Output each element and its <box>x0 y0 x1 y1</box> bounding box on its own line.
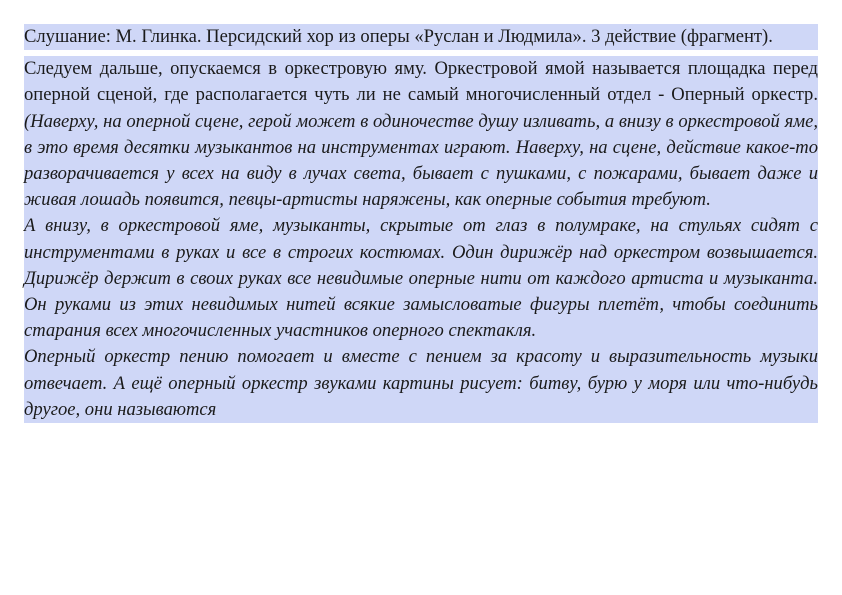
paragraph-orchestra-role <box>24 344 818 423</box>
listening-title: Слушание: М. Глинка. Персидский хор из оперы «Руслан и Людмила». 3 действие (фрагмент). <box>24 24 818 50</box>
paragraph-orchestra-role-text: Оперный оркестр пению помогает и вместе с пением за красоту и выразительность музыки отвечает. А ещё оперный оркестр звуками картины рисует: битву, бурю у моря или что-нибудь другое, они называются <box>24 346 818 420</box>
slide-text-block <box>24 24 818 423</box>
paragraph-orchestra-pit-italic: (Наверху, на оперной сцене, герой может в одиночестве душу изливать, а внизу в оркестровой яме, в это время десятки музыкантов на инструментах играют. Наверху, на сцене, действие какое-то разворачивается у всех на виду в лучах света, бывает с пушками, с пожарами, бывает даже и живая лошадь появится, певцы-артисты наряжены, как оперные события требуют. <box>24 110 818 211</box>
paragraph-orchestra-pit <box>24 56 818 213</box>
paragraph-conductor <box>24 213 818 344</box>
paragraph-orchestra-pit-normal: Следуем дальше, опускаемся в оркестровую яму. Оркестровой ямой называется площадка перед оперной сценой, где располагается чуть ли не самый многочисленный отдел - Оперный оркестр. <box>24 58 818 106</box>
paragraph-conductor-text: А внизу, в оркестровой яме, музыканты, скрытые от глаз в полумраке, на стульях сидят с инструментами в руках и все в строгих костюмах. Один дирижёр над оркестром возвышается. Дирижёр держит в своих руках все невидимые оперные нити от каждого артиста и музыканта. Он руками из этих невидимых нитей всякие замысловатые фигуры плетёт, чтобы соединить старания всех многочисленных участников оперного спектакля. <box>24 215 818 342</box>
